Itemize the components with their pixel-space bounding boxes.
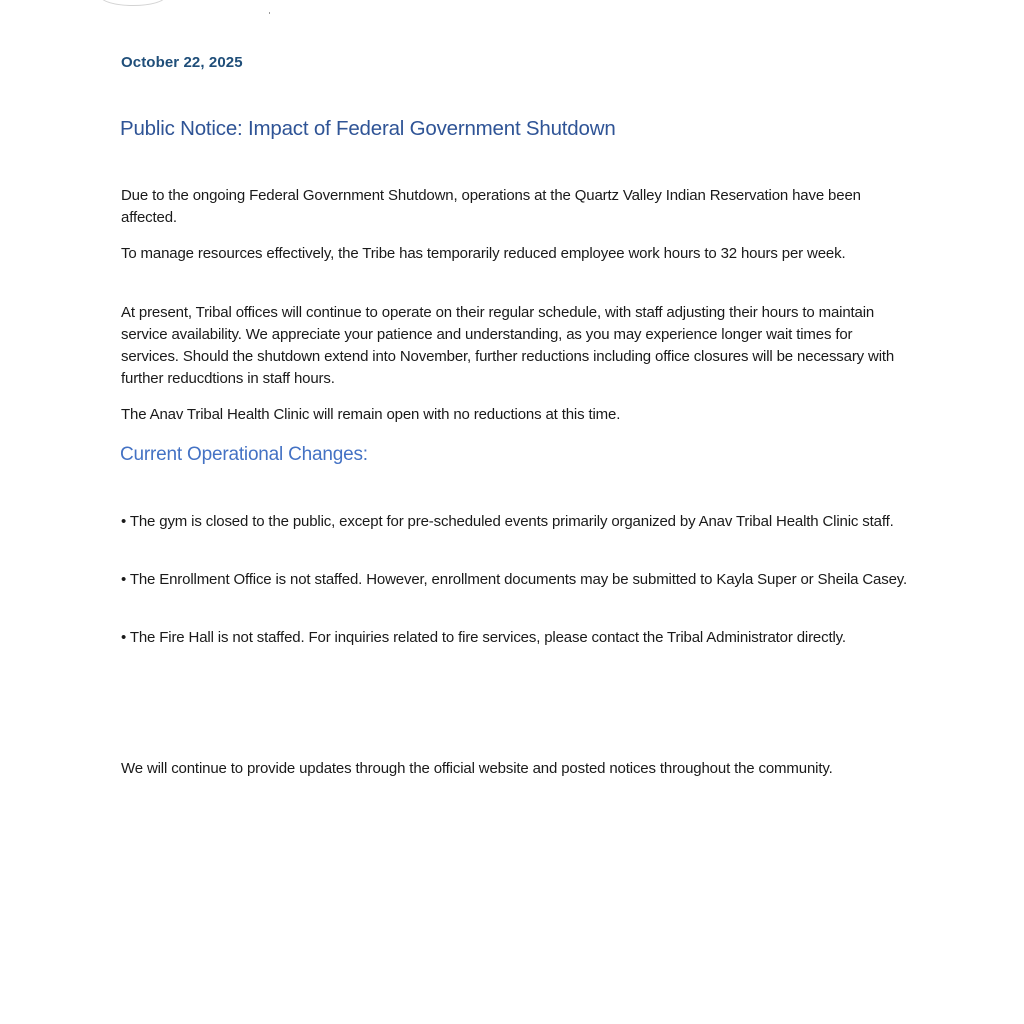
bullet-enrollment-office: • The Enrollment Office is not staffed. However, enrollment documents may be submitted to Kayla Super or Sheila Casey. <box>121 571 908 588</box>
letterhead-mark <box>269 12 270 14</box>
bullet-fire-hall: • The Fire Hall is not staffed. For inquiries related to fire services, please contact the Tribal Administrator directly. <box>121 629 846 646</box>
bullet-gym: • The gym is closed to the public, except for pre-scheduled events primarily organized by Anav Tribal Health Clinic staff. <box>121 513 894 530</box>
paragraph-shutdown-impact: Due to the ongoing Federal Government Shutdown, operations at the Quartz Valley Indian Reservation have been affected. <box>121 187 861 226</box>
paragraph-reduced-hours: To manage resources effectively, the Tribe has temporarily reduced employee work hours to 32 hours per week. <box>121 245 846 262</box>
section-heading-operational-changes: Current Operational Changes: <box>120 444 368 465</box>
notice-date: October 22, 2025 <box>121 54 243 71</box>
paragraph-health-clinic: The Anav Tribal Health Clinic will remain open with no reductions at this time. <box>121 406 621 423</box>
notice-title: Public Notice: Impact of Federal Government Shutdown <box>120 117 616 140</box>
closing-paragraph: We will continue to provide updates through the official website and posted notices throughout the community. <box>121 760 833 777</box>
paragraph-office-schedule: At present, Tribal offices will continue to operate on their regular schedule, with staff adjusting their hours to maintain service availability. We appreciate your patience and understanding, as you may experience longer wait times for services. Should the shutdown extend into November, further reductions including office closures will be necessary with further reducdtions in staff hours. <box>121 304 895 387</box>
letterhead-logo-fragment <box>100 0 166 6</box>
